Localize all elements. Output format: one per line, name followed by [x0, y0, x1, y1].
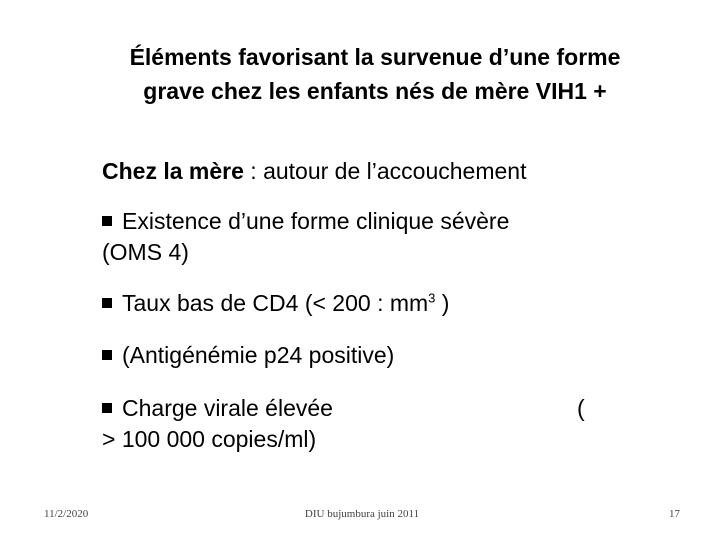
footer-course: DIU bujumbura juin 2011	[304, 508, 420, 520]
bullet-viral-load-paren: (	[577, 395, 585, 421]
bullet-cd4-end: )	[435, 290, 450, 316]
intro-bold: Chez la mère	[102, 158, 244, 184]
bullet-clinical-form-line-1: Existence d’une forme clinique sévère	[122, 208, 510, 234]
square-bullet-icon	[102, 350, 112, 360]
bullet-viral-load-line-2: > 100 000 copies/ml)	[102, 426, 317, 452]
bullet-cd4	[102, 288, 449, 319]
bullet-cd4-superscript: 3	[428, 290, 436, 306]
intro-text	[102, 156, 526, 187]
bullet-antigenemia-text: (Antigénémie p24 positive)	[122, 342, 395, 368]
bullet-viral-load-line-1: Charge virale élevée	[122, 395, 333, 421]
slide-title	[70, 40, 680, 108]
square-bullet-icon	[102, 216, 112, 226]
bullet-cd4-text: Taux bas de CD4 (< 200 : mm	[122, 290, 429, 316]
footer-page-number: 17	[669, 508, 680, 520]
square-bullet-icon	[102, 403, 112, 413]
bullet-clinical-form-line-2: (OMS 4)	[102, 239, 189, 265]
footer-date: 11/2/2020	[44, 508, 89, 520]
bullet-clinical-form	[102, 206, 509, 268]
bullet-antigenemia	[102, 340, 394, 371]
bullet-viral-load	[102, 393, 333, 455]
slide-title-line-2: grave chez les enfants nés de mère VIH1 +	[143, 78, 607, 104]
slide-title-line-1: Éléments favorisant la survenue d’une forme	[129, 44, 621, 70]
intro-rest: : autour de l’accouchement	[243, 158, 527, 184]
square-bullet-icon	[102, 298, 112, 308]
